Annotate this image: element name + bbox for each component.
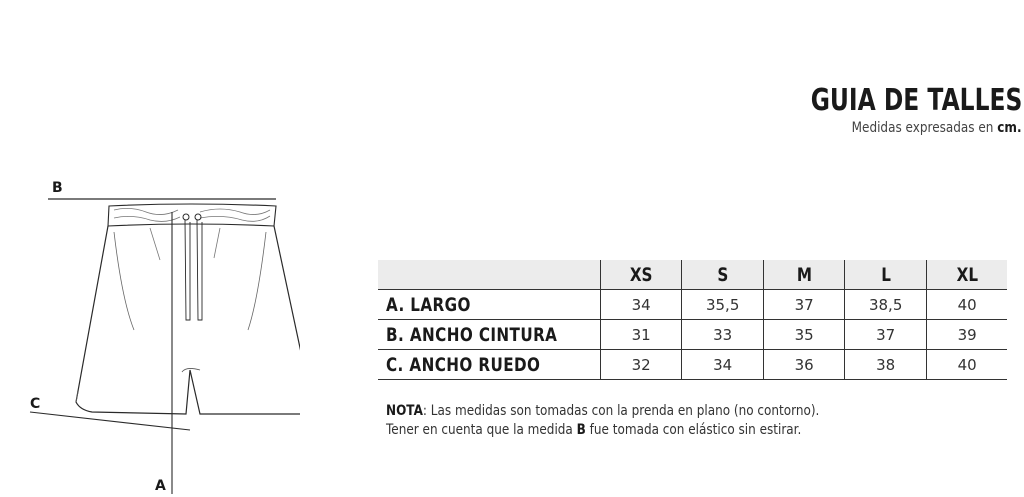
header-corner	[378, 260, 601, 290]
cell-cintura-l: 37	[845, 320, 927, 350]
size-header-xs: XS	[601, 260, 682, 290]
size-header-xl: XL	[927, 260, 1008, 290]
size-header-m: M	[764, 260, 845, 290]
subtitle-unit: cm.	[997, 120, 1022, 136]
cell-largo-l: 38,5	[845, 290, 927, 320]
cell-ruedo-s: 34	[682, 350, 764, 380]
note-line-2-suffix: fue tomada con elástico sin estirar.	[585, 422, 802, 438]
cell-cintura-m: 35	[764, 320, 845, 350]
label-b: B	[52, 180, 63, 196]
size-header-l: L	[845, 260, 927, 290]
cell-largo-xs: 34	[601, 290, 682, 320]
table-row	[378, 350, 1007, 380]
label-c: C	[30, 396, 41, 412]
cell-ruedo-l: 38	[845, 350, 927, 380]
row-label-ancho-ruedo: C. ANCHO RUEDO	[378, 350, 601, 380]
cell-largo-xl: 40	[927, 290, 1008, 320]
page-subtitle	[852, 120, 1022, 136]
note-line-2-prefix: Tener en cuenta que la medida	[386, 422, 577, 438]
cell-largo-m: 37	[764, 290, 845, 320]
grommet-right	[195, 214, 201, 220]
shorts-diagram	[0, 170, 300, 497]
subtitle-text: Medidas expresadas en	[852, 120, 994, 136]
note-line-2	[386, 421, 819, 440]
page-title: GUIA DE TALLES	[810, 83, 1022, 118]
cell-cintura-xs: 31	[601, 320, 682, 350]
cell-cintura-s: 33	[682, 320, 764, 350]
grommet-left	[183, 214, 189, 220]
measure-line-c	[30, 412, 190, 430]
label-a: A	[155, 478, 166, 494]
measurement-note	[386, 402, 819, 440]
waistband	[108, 204, 276, 226]
cell-ruedo-xs: 32	[601, 350, 682, 380]
drawstring	[185, 220, 202, 320]
cell-ruedo-m: 36	[764, 350, 845, 380]
size-table	[378, 260, 1007, 380]
note-highlight-b: B	[576, 422, 586, 438]
note-line-1-text: : Las medidas son tomadas con la prenda en plano (no contorno).	[422, 403, 820, 419]
table-row	[378, 290, 1007, 320]
size-header-row	[378, 260, 1007, 290]
cell-largo-s: 35,5	[682, 290, 764, 320]
cell-ruedo-xl: 40	[927, 350, 1008, 380]
row-label-ancho-cintura: B. ANCHO CINTURA	[378, 320, 601, 350]
note-label: NOTA	[386, 403, 423, 419]
cell-cintura-xl: 39	[927, 320, 1008, 350]
table-row	[378, 320, 1007, 350]
note-line-1	[386, 402, 819, 421]
size-header-s: S	[682, 260, 764, 290]
row-label-largo: A. LARGO	[378, 290, 601, 320]
